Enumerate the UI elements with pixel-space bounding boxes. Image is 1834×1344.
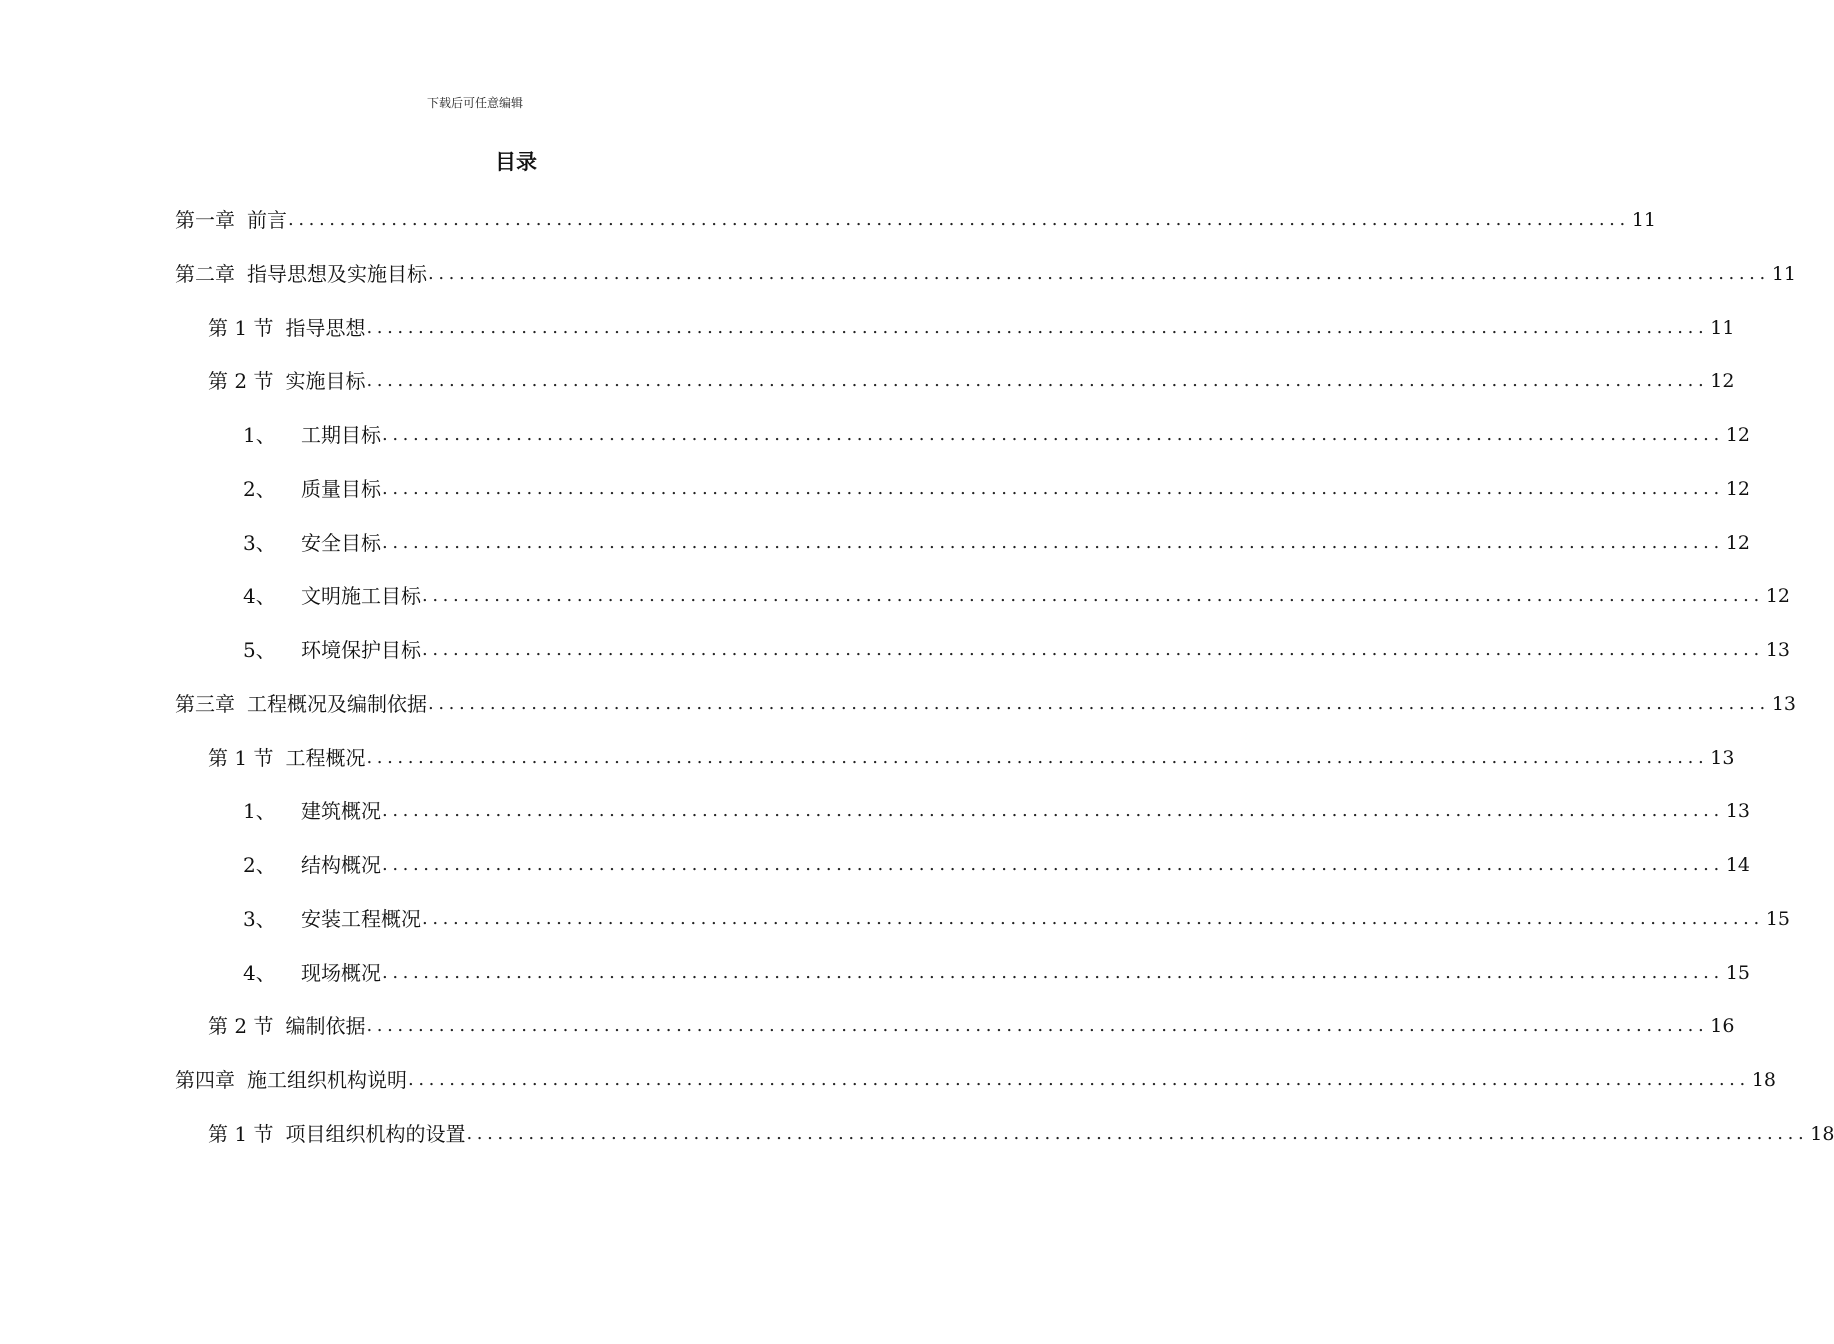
entry-number: 第一章 (175, 208, 235, 232)
dot-leader: .................................................................................................................................. (382, 961, 1724, 983)
entry-page-number: 13 (1765, 639, 1791, 661)
entry-number: 5、 (243, 638, 276, 662)
entry-number: 2、 (243, 853, 276, 877)
toc-entry-chapter[interactable] (0, 680, 1797, 734)
entry-page-number: 12 (1725, 424, 1751, 446)
entry-page-number: 11 (1771, 262, 1797, 285)
entry-page-number: 12 (1765, 585, 1791, 608)
toc-entry-section[interactable] (0, 734, 1735, 788)
entry-number: 1、 (243, 799, 276, 824)
entry-number: 第 1 节 (208, 315, 274, 340)
entry-page-number: 15 (1765, 907, 1791, 930)
entry-title: 安装工程概况 (301, 906, 421, 931)
toc-entry-item[interactable] (0, 949, 1751, 1003)
entry-title: 指导思想及实施目标 (247, 261, 427, 286)
entry-page-number: 12 (1725, 531, 1751, 554)
entry-number: 1、 (243, 423, 276, 447)
entry-title: 实施目标 (285, 369, 366, 394)
entry-page-number: 11 (1710, 316, 1735, 339)
entry-number: 第 2 节 (208, 1014, 274, 1039)
toc-entry-section[interactable] (0, 357, 1735, 411)
entry-page-number: 14 (1725, 854, 1751, 876)
dot-leader: .................................................................................................................................. (366, 1015, 1709, 1037)
entry-title: 安全目标 (301, 530, 381, 555)
entry-title: 前言 (247, 208, 287, 232)
entry-page-number: 16 (1710, 1015, 1735, 1038)
entry-title: 结构概况 (301, 853, 381, 877)
entry-title: 文明施工目标 (301, 584, 421, 609)
entry-title: 质量目标 (301, 476, 381, 501)
dot-leader: .................................................................................................................................. (408, 1069, 1750, 1090)
dot-leader: .................................................................................................................................. (466, 1122, 1809, 1144)
entry-number: 2、 (243, 476, 276, 501)
toc-entry-item[interactable] (0, 572, 1791, 626)
entry-title: 工期目标 (301, 423, 381, 447)
entry-page-number: 11 (1631, 209, 1657, 231)
entry-page-number: 12 (1725, 477, 1751, 500)
toc-entry-item[interactable] (0, 895, 1791, 949)
dot-leader: .................................................................................................................................. (382, 531, 1724, 553)
entry-page-number: 13 (1725, 800, 1751, 823)
dot-leader: .................................................................................................................................. (366, 316, 1709, 338)
toc-entry-item[interactable] (0, 787, 1751, 841)
entry-page-number: 13 (1710, 746, 1735, 769)
entry-number: 第三章 (175, 691, 235, 716)
dot-leader: .................................................................................................................................. (422, 907, 1764, 929)
entry-number: 第 1 节 (208, 745, 274, 770)
entry-title: 编制依据 (285, 1014, 366, 1039)
entry-number: 第四章 (175, 1068, 235, 1092)
dot-leader: .................................................................................................................................. (428, 692, 1770, 714)
dot-leader: .................................................................................................................................. (382, 477, 1724, 499)
toc-list (0, 196, 1834, 1164)
entry-title: 现场概况 (301, 960, 381, 985)
entry-page-number: 18 (1751, 1069, 1777, 1091)
toc-title: 目录 (495, 150, 537, 174)
dot-leader: .................................................................................................................................. (422, 585, 1764, 607)
entry-number: 第 2 节 (208, 369, 274, 394)
entry-page-number: 12 (1710, 370, 1735, 393)
dot-leader: .................................................................................................................................. (288, 209, 1630, 230)
header-note: 下载后可任意编辑 (426, 96, 523, 110)
entry-page-number: 18 (1810, 1122, 1834, 1145)
entry-title: 工程概况 (285, 745, 366, 770)
toc-entry-chapter[interactable] (0, 1056, 1777, 1110)
dot-leader: .................................................................................................................................. (422, 639, 1764, 660)
entry-title: 建筑概况 (301, 799, 381, 824)
entry-page-number: 13 (1771, 692, 1797, 715)
toc-entry-section[interactable] (0, 304, 1735, 358)
dot-leader: .................................................................................................................................. (366, 746, 1709, 768)
toc-entry-item[interactable] (0, 519, 1751, 573)
dot-leader: .................................................................................................................................. (382, 424, 1724, 445)
dot-leader: .................................................................................................................................. (428, 262, 1770, 284)
entry-title: 施工组织机构说明 (247, 1068, 407, 1092)
toc-entry-item[interactable] (0, 841, 1751, 895)
entry-number: 4、 (243, 960, 276, 985)
entry-number: 4、 (243, 584, 276, 609)
toc-entry-item[interactable] (0, 626, 1791, 680)
dot-leader: .................................................................................................................................. (366, 370, 1709, 392)
entry-number: 第 1 节 (208, 1121, 274, 1146)
entry-title: 环境保护目标 (301, 638, 421, 662)
entry-number: 第二章 (175, 261, 235, 286)
entry-number: 3、 (243, 906, 276, 931)
toc-entry-section[interactable] (0, 1110, 1834, 1164)
dot-leader: .................................................................................................................................. (382, 800, 1724, 822)
toc-entry-chapter[interactable] (0, 250, 1797, 304)
entry-title: 指导思想 (285, 315, 366, 340)
entry-page-number: 15 (1725, 961, 1751, 984)
toc-entry-item[interactable] (0, 411, 1751, 465)
entry-title: 工程概况及编制依据 (247, 691, 427, 716)
entry-number: 3、 (243, 530, 276, 555)
entry-title: 项目组织机构的设置 (285, 1121, 466, 1146)
toc-entry-chapter[interactable] (0, 196, 1657, 250)
toc-entry-section[interactable] (0, 1002, 1735, 1056)
toc-entry-item[interactable] (0, 465, 1751, 519)
dot-leader: .................................................................................................................................. (382, 854, 1724, 875)
